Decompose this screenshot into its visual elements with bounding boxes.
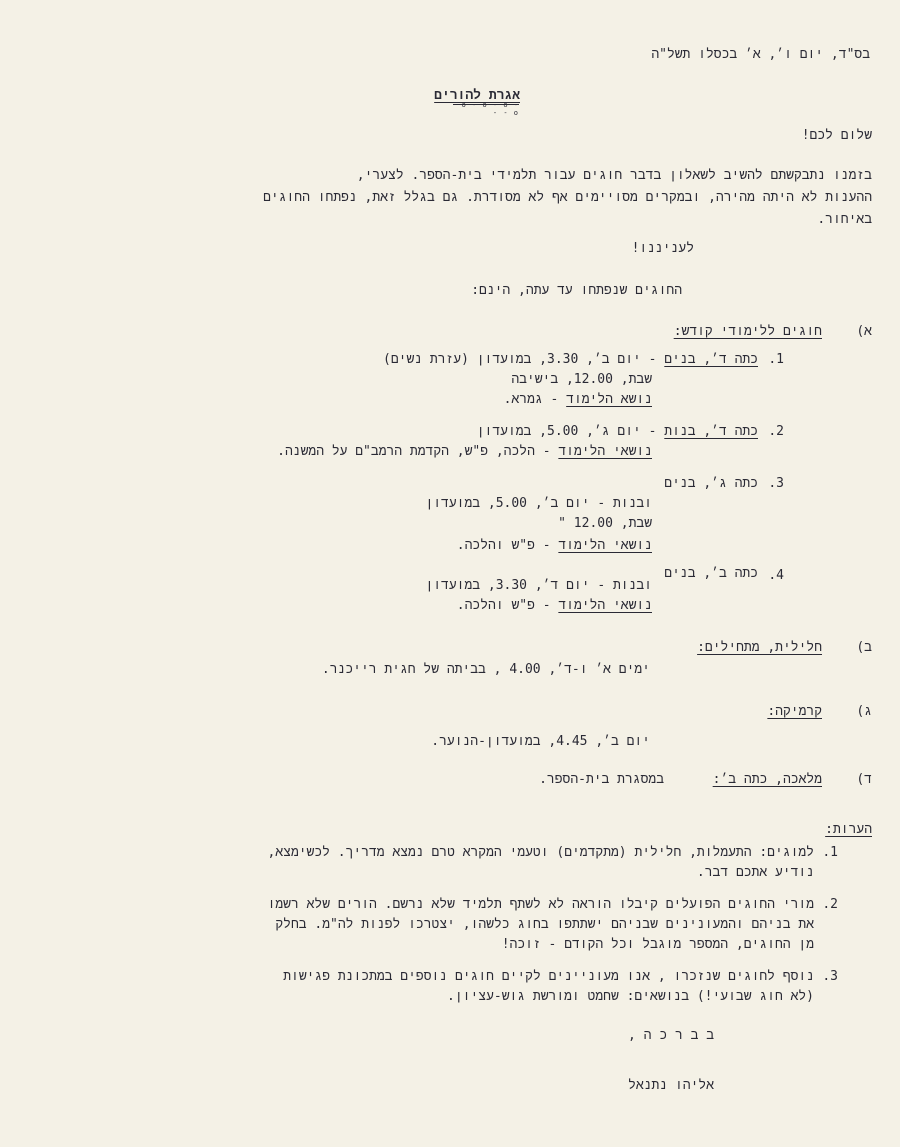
item-3-line-1: כתה ג׳, בנים — [664, 476, 758, 491]
item-3-line-2: ובנות - יום ב׳, 5.00, במועדון — [425, 496, 652, 511]
item-3-line-3: שבת, 12.00 " — [558, 516, 652, 531]
item-4-num: 4. — [768, 568, 784, 583]
note-2-line-3: מן החוגים, המספר מוגבל וכל הקודם - זוכה! — [501, 937, 814, 952]
item-2-line-2 — [277, 444, 652, 459]
item-2-subject: - הלכה, פ"ש, הקדמת הרמב"ם על המשנה. — [277, 444, 559, 459]
note-2-line-2: את בניהם והמעונינים שבניהם ישתתפו בחוג כלשהו, יצטרכו לפנות לה"מ. בחלק — [275, 917, 814, 932]
item-1-line-2: שבת, 12.00, בישיבה — [511, 372, 652, 387]
section-d-detail: במסגרת בית-הספר. — [539, 772, 664, 787]
greeting: שלום לכם! — [801, 128, 872, 143]
note-1-line-2: נודיע אתכם דבר. — [696, 865, 814, 880]
item-2-line-1 — [477, 424, 758, 439]
section-a-heading: חוגים ללימודי קודש: — [673, 324, 822, 339]
item-1-time: - יום ב׳, 3.30, במועדון (עזרת נשים) — [383, 352, 665, 367]
intro-line-1: בזמנו נתבקשתם להשיב לשאלון בדבר חוגים עבור תלמידי בית-הספר. לצערי, — [356, 168, 872, 183]
signature: אליהו נתנאל — [628, 1078, 714, 1093]
note-2-num: 2. — [822, 897, 838, 912]
item-4-line-2: ובנות - יום ד׳, 3.30, במועדון — [425, 578, 652, 593]
item-1-class: כתה ד׳, בנים — [664, 352, 758, 367]
regret-line: לעניננו! — [631, 241, 694, 256]
section-c-heading: קרמיקה: — [767, 704, 822, 719]
section-b-heading: חלילית, מתחילים: — [697, 640, 822, 655]
intro-line-2: ההענות לא היתה מהירה, ובמקרים מסויימים אף לא מסודרת. גם בגלל זאת, נפתחו החוגים — [263, 190, 872, 205]
item-1-num: 1. — [768, 352, 784, 367]
item-2-subject-label: נושאי הלימוד — [558, 444, 652, 459]
item-4-line-3 — [457, 598, 652, 613]
item-4-subject: - פ"ש והלכה. — [456, 598, 559, 613]
section-d-letter: ד) — [856, 772, 872, 787]
section-c-letter: ג) — [856, 704, 872, 719]
page-title: אגרת להורים — [434, 88, 520, 103]
section-b-letter: ב) — [856, 640, 872, 655]
note-3-num: 3. — [822, 969, 838, 984]
note-2-line-1: מורי החוגים הפועלים קיבלו הוראה לא לשתף תלמיד שלא נרשם. הורים שלא רשמו — [267, 897, 814, 912]
item-1-subject-label: נושא הלימוד — [566, 392, 652, 407]
note-3-line-1: נוסף לחוגים שנזכרו , אנו מעוניינים לקיים חוגים נוספים במתכונת פגישות — [283, 969, 814, 984]
item-1-line-1 — [383, 352, 758, 367]
note-1-num: 1. — [822, 845, 838, 860]
item-3-line-4 — [457, 538, 652, 553]
date-line: בס"ד, יום ו׳, א׳ בכסלו תשל"ה — [651, 47, 870, 62]
item-2-class: כתה ד׳, בנות — [664, 424, 758, 439]
note-3-line-2: (לא חוג שבועי!) בנושאים: שחמט ומורשת גוש-עציון. — [447, 989, 814, 1004]
item-2-num: 2. — [768, 424, 784, 439]
title-ornament — [453, 104, 519, 109]
item-4-subject-label: נושאי הלימוד — [558, 598, 652, 613]
item-1-line-3 — [504, 392, 652, 407]
closing: ב ב ר כ ה , — [628, 1028, 714, 1043]
item-3-subject-label: נושאי הלימוד — [558, 538, 652, 553]
section-b-detail: ימים א׳ ו-ד׳, 4.00 , בביתה של חגית רייכנר. — [321, 662, 650, 677]
item-2-time: - יום ג׳, 5.00, במועדון — [476, 424, 665, 439]
notes-heading: הערות: — [825, 822, 872, 837]
section-a-letter: א) — [856, 324, 872, 339]
opened-intro: החוגים שנפתחו עד עתה, הינם: — [471, 283, 682, 298]
item-3-subject: - פ"ש והלכה. — [456, 538, 559, 553]
item-4-line-1: כתה ב׳, בנים — [664, 566, 758, 581]
note-1-line-1: למוגים: התעמלות, חלילית (מתקדמים) וטעמי המקרא טרם נמצא מדריך. לכשימצא, — [267, 845, 814, 860]
section-d-heading: מלאכה, כתה ב׳: — [712, 772, 822, 787]
section-c-detail: יום ב׳, 4.45, במועדון-הנוער. — [431, 734, 650, 749]
item-3-num: 3. — [768, 476, 784, 491]
item-1-subject: - גמרא. — [503, 392, 567, 407]
intro-line-3: באיחור. — [817, 212, 872, 227]
